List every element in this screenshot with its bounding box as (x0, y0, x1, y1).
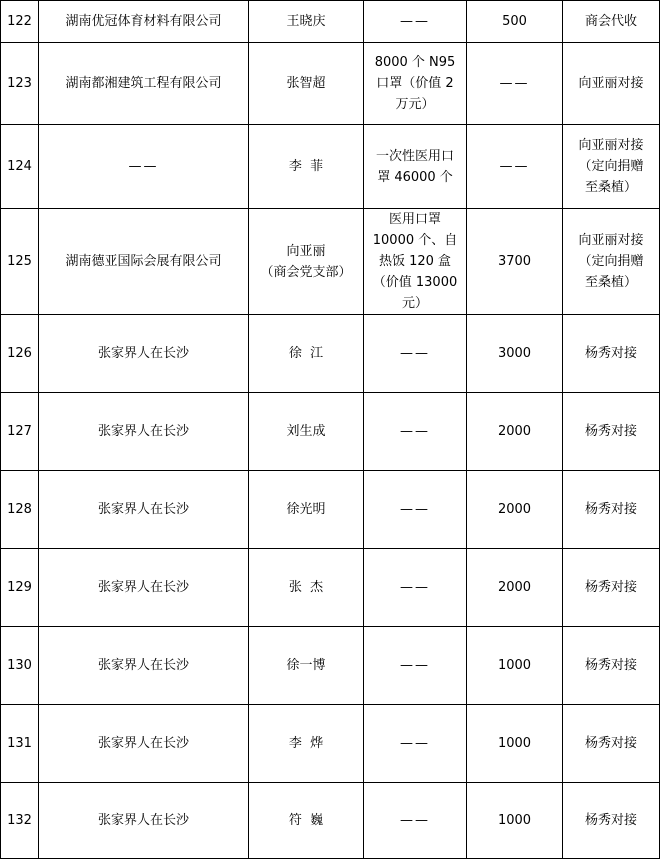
liaison: 杨秀对接 (563, 705, 660, 783)
table-row (1, 705, 660, 783)
table-row (1, 1, 660, 43)
row-number: 130 (1, 627, 39, 705)
row-number: 129 (1, 549, 39, 627)
donor-name: 张家界人在长沙 (39, 393, 249, 471)
row-number: 124 (1, 125, 39, 209)
liaison: 杨秀对接 (563, 315, 660, 393)
donation-amount: —— (467, 125, 563, 209)
table-row (1, 315, 660, 393)
donor-name: 张家界人在长沙 (39, 471, 249, 549)
donated-goods: —— (364, 627, 467, 705)
contact-person: 张智超 (249, 43, 364, 125)
liaison: 向亚丽对接 （定向捐赠 至桑植） (563, 209, 660, 315)
contact-person: 徐 江 (249, 315, 364, 393)
donated-goods: —— (364, 315, 467, 393)
liaison: 杨秀对接 (563, 549, 660, 627)
donation-amount: 1000 (467, 783, 563, 859)
liaison: 杨秀对接 (563, 627, 660, 705)
donated-goods: 8000 个 N95 口罩（价值 2 万元） (364, 43, 467, 125)
liaison: 向亚丽对接 （定向捐赠 至桑植） (563, 125, 660, 209)
donor-name: 湖南都湘建筑工程有限公司 (39, 43, 249, 125)
donated-goods: 一次性医用口 罩 46000 个 (364, 125, 467, 209)
contact-person: 王晓庆 (249, 1, 364, 43)
liaison: 杨秀对接 (563, 783, 660, 859)
table-row (1, 393, 660, 471)
table-row (1, 125, 660, 209)
liaison: 商会代收 (563, 1, 660, 43)
contact-person: 刘生成 (249, 393, 364, 471)
row-number: 125 (1, 209, 39, 315)
donor-name: 张家界人在长沙 (39, 549, 249, 627)
donor-name: —— (39, 125, 249, 209)
donated-goods: —— (364, 549, 467, 627)
donated-goods: 医用口罩 10000 个、自 热饭 120 盒 （价值 13000 元） (364, 209, 467, 315)
table-row (1, 471, 660, 549)
donation-amount: 500 (467, 1, 563, 43)
contact-person: 李 烨 (249, 705, 364, 783)
donor-name: 湖南德亚国际会展有限公司 (39, 209, 249, 315)
donor-name: 张家界人在长沙 (39, 627, 249, 705)
contact-person: 向亚丽 （商会党支部） (249, 209, 364, 315)
row-number: 127 (1, 393, 39, 471)
donor-name: 张家界人在长沙 (39, 315, 249, 393)
table-row (1, 549, 660, 627)
row-number: 131 (1, 705, 39, 783)
row-number: 128 (1, 471, 39, 549)
donor-name: 张家界人在长沙 (39, 783, 249, 859)
contact-person: 张 杰 (249, 549, 364, 627)
donated-goods: —— (364, 705, 467, 783)
liaison: 杨秀对接 (563, 393, 660, 471)
donated-goods: —— (364, 471, 467, 549)
table-row (1, 209, 660, 315)
donated-goods: —— (364, 1, 467, 43)
contact-person: 徐一博 (249, 627, 364, 705)
liaison: 向亚丽对接 (563, 43, 660, 125)
table-row (1, 783, 660, 859)
row-number: 123 (1, 43, 39, 125)
row-number: 126 (1, 315, 39, 393)
donation-amount: 2000 (467, 393, 563, 471)
donation-amount: —— (467, 43, 563, 125)
donor-name: 湖南优冠体育材料有限公司 (39, 1, 249, 43)
donation-amount: 2000 (467, 549, 563, 627)
row-number: 122 (1, 1, 39, 43)
contact-person: 徐光明 (249, 471, 364, 549)
table-row (1, 627, 660, 705)
donation-amount: 1000 (467, 705, 563, 783)
liaison: 杨秀对接 (563, 471, 660, 549)
donated-goods: —— (364, 783, 467, 859)
donation-amount: 3000 (467, 315, 563, 393)
table-row (1, 43, 660, 125)
contact-person: 符 巍 (249, 783, 364, 859)
donated-goods: —— (364, 393, 467, 471)
donation-amount: 1000 (467, 627, 563, 705)
donation-amount: 2000 (467, 471, 563, 549)
contact-person: 李 菲 (249, 125, 364, 209)
donation-amount: 3700 (467, 209, 563, 315)
row-number: 132 (1, 783, 39, 859)
donor-name: 张家界人在长沙 (39, 705, 249, 783)
